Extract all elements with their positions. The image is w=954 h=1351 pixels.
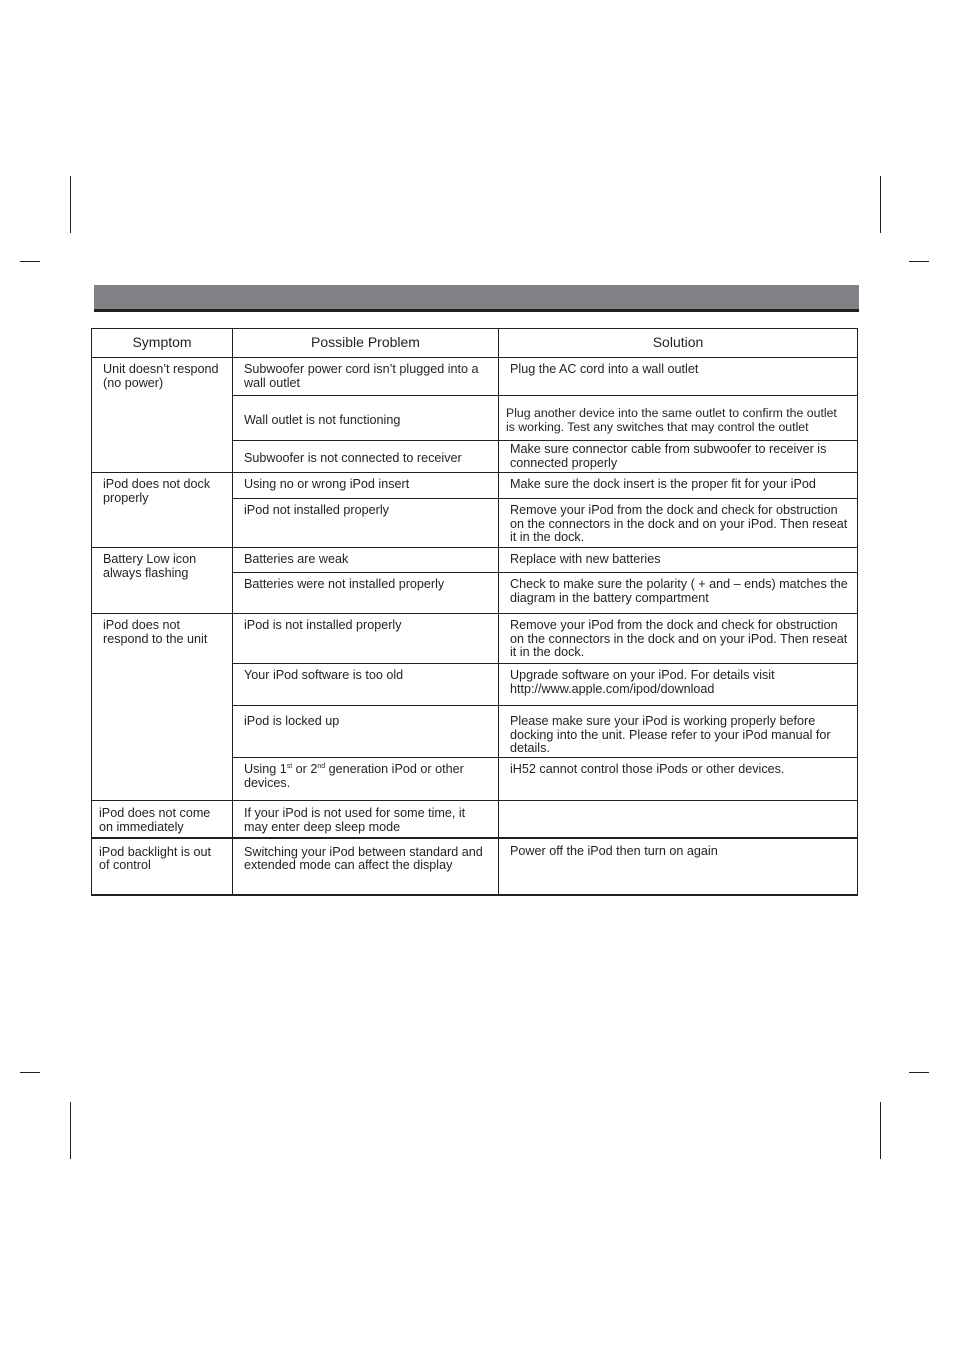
column-header-solution: Solution: [499, 329, 858, 358]
solution-cell: Make sure connector cable from subwoofer to receiver is connected properly: [499, 441, 858, 473]
table-row: [92, 838, 858, 895]
problem-cell: Batteries were not installed properly: [233, 573, 499, 614]
table-header-row: [92, 329, 858, 358]
solution-cell: Remove your iPod from the dock and check for obstruction on the connectors in the dock and on your iPod. Then reseat it in the dock.: [499, 499, 858, 548]
problem-cell: Your iPod software is too old: [233, 664, 499, 706]
solution-cell: Plug another device into the same outlet to confirm the outlet is working. Test any switches that may control the outlet: [499, 396, 858, 441]
solution-cell: Please make sure your iPod is working properly before docking into the unit. Please refer to your iPod manual for details.: [499, 706, 858, 758]
solution-cell: Plug the AC cord into a wall outlet: [499, 358, 858, 396]
column-header-symptom: Symptom: [92, 329, 233, 358]
solution-cell: Power off the iPod then turn on again: [499, 838, 858, 895]
table-row: [92, 473, 858, 499]
section-header-bar: [94, 285, 859, 312]
table-row: [92, 801, 858, 838]
problem-cell: Subwoofer is not connected to receiver: [233, 441, 499, 473]
solution-cell: Make sure the dock insert is the proper fit for your iPod: [499, 473, 858, 499]
troubleshooting-table: [91, 328, 858, 896]
symptom-cell: iPod does not respond to the unit: [92, 614, 233, 801]
problem-cell: Wall outlet is not functioning: [233, 396, 499, 441]
solution-cell: Check to make sure the polarity ( + and – ends) matches the diagram in the battery compartment: [499, 573, 858, 614]
table-row: [92, 548, 858, 573]
table-row: [92, 358, 858, 396]
solution-cell: [499, 801, 858, 838]
symptom-cell: Battery Low icon always flashing: [92, 548, 233, 614]
crop-mark: [20, 261, 40, 262]
table-row: [92, 614, 858, 664]
problem-cell: Batteries are weak: [233, 548, 499, 573]
problem-cell: iPod not installed properly: [233, 499, 499, 548]
problem-cell: Using no or wrong iPod insert: [233, 473, 499, 499]
problem-cell: If your iPod is not used for some time, it may enter deep sleep mode: [233, 801, 499, 838]
problem-cell: Switching your iPod between standard and extended mode can affect the display: [233, 838, 499, 895]
problem-cell: Subwoofer power cord isn’t plugged into a wall outlet: [233, 358, 499, 396]
problem-cell: iPod is not installed properly: [233, 614, 499, 664]
solution-cell: iH52 cannot control those iPods or other devices.: [499, 758, 858, 801]
column-header-problem: Possible Problem: [233, 329, 499, 358]
solution-cell: Upgrade software on your iPod. For details visit http://www.apple.com/ipod/download: [499, 664, 858, 706]
symptom-cell: Unit doesn’t respond (no power): [92, 358, 233, 473]
symptom-cell: iPod does not come on immediately: [92, 801, 233, 838]
solution-cell: Replace with new batteries: [499, 548, 858, 573]
crop-mark: [909, 1072, 929, 1073]
crop-mark: [880, 1102, 881, 1159]
symptom-cell: iPod does not dock properly: [92, 473, 233, 548]
crop-mark: [20, 1072, 40, 1073]
crop-mark: [909, 261, 929, 262]
problem-cell: Using 1st or 2nd generation iPod or other devices.: [233, 758, 499, 801]
problem-cell: iPod is locked up: [233, 706, 499, 758]
crop-mark: [880, 176, 881, 233]
solution-cell: Remove your iPod from the dock and check for obstruction on the connectors in the dock and on your iPod. Then reseat it in the dock.: [499, 614, 858, 664]
crop-mark: [70, 1102, 71, 1159]
symptom-cell: iPod backlight is out of control: [92, 838, 233, 895]
crop-mark: [70, 176, 71, 233]
